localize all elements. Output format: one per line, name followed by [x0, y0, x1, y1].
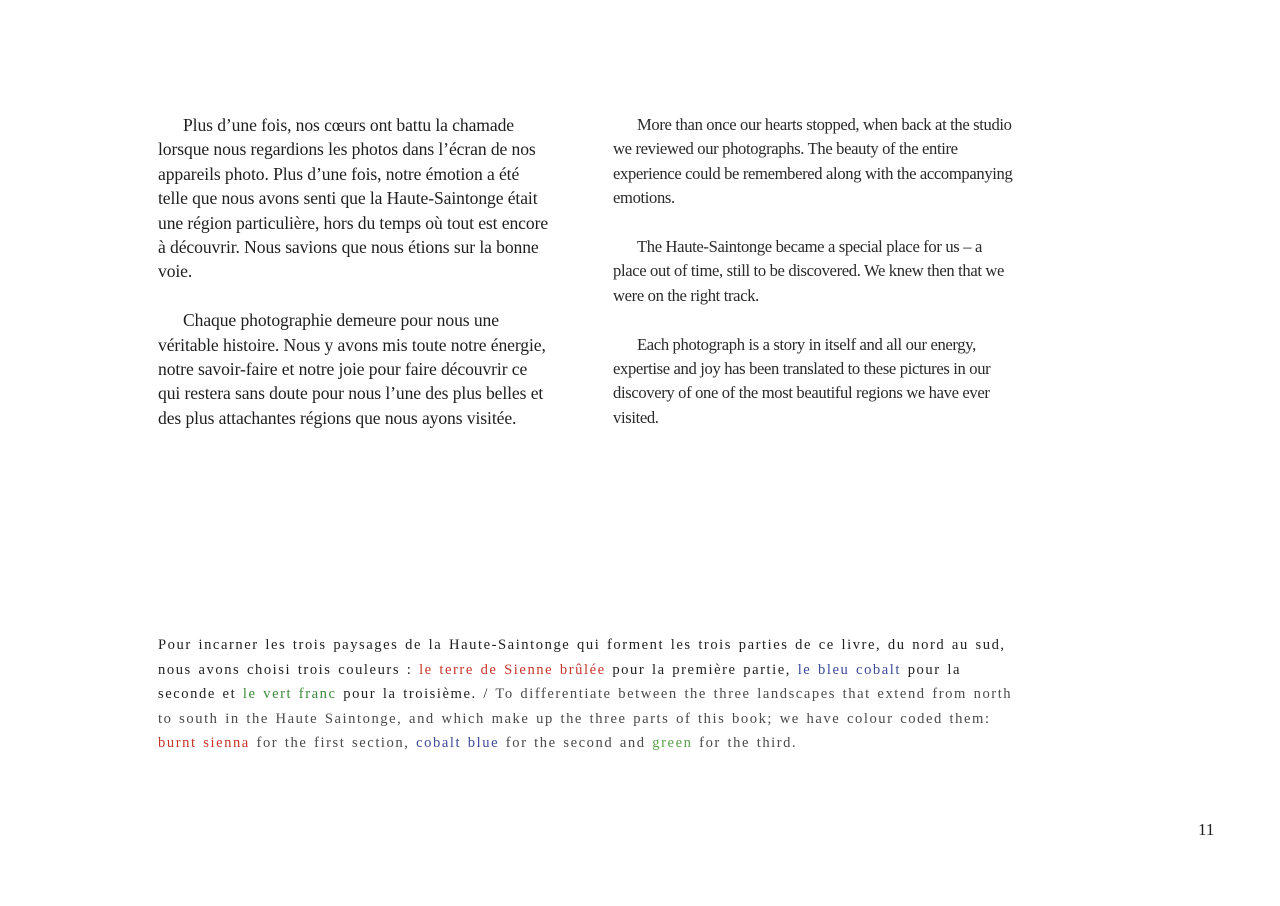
caption-fr-sienna-label: le terre de Sienne brûlée [419, 661, 606, 678]
caption-en-green-label: green [652, 735, 693, 751]
caption-fr-text-2: pour la première partie, [605, 661, 798, 678]
caption-en-cobalt-label: cobalt blue [416, 735, 500, 751]
caption-en-text-4: for the third. [692, 735, 798, 751]
caption-en-text-3: for the second and [499, 735, 653, 751]
french-paragraph-2: Chaque photographie demeure pour nous une véritable histoire. Nous y avons mis toute notre énergie, notre savoir-faire et notre joie pour faire découvrir ce qui restera sans doute pour nous l’une des plus belles et des plus attachantes régions que nous ayons visitée. [158, 310, 546, 428]
english-paragraph-2: The Haute-Saintonge became a special place for us – a place out of time, still to be discovered. We knew then that we were on the right track. [613, 237, 1005, 305]
caption-en-text-2: for the first section, [249, 735, 417, 751]
colour-code-caption [158, 633, 1018, 756]
caption-fr-green-label: le vert franc [242, 686, 337, 702]
caption-fr-text-1: Pour incarner les trois paysages de la Haute-Saintonge qui forment les trois parties de ce livre, du nord au sud, nous avons choisi trois couleurs : [158, 637, 1006, 678]
english-paragraph-1: More than once our hearts stopped, when back at the studio we reviewed our photographs. The beauty of the entire experience could be remembered along with the accompanying emotions. [613, 115, 1013, 208]
english-paragraph-3: Each photograph is a story in itself and all our energy, expertise and joy has been translated to these pictures in our discovery of one of the most beautiful regions we have ever visited. [613, 334, 991, 427]
caption-fr-text-4: pour la troisième. / [336, 686, 496, 702]
caption-fr-cobalt-label: le bleu cobalt [797, 661, 901, 678]
english-text-column [613, 113, 1013, 455]
french-text-column [158, 113, 550, 455]
caption-en-text-1: To differentiate between the three landscapes that extend from north to south in the Haute Saintonge, and which make up the three parts of this book; we have colour coded them: [158, 686, 1013, 727]
caption-en-sienna-label: burnt sienna [158, 735, 250, 751]
french-paragraph-1: Plus d’une fois, nos cœurs ont battu la chamade lorsque nous regardions les photos dans l’écran de nos appareils photo. Plus d’une fois, notre émotion a été telle que nous avons senti que la Haute-Saintonge était une région particulière, hors du temps où tout est encore à découvrir. Nous savions que nous étions sur la bonne voie. [158, 115, 549, 282]
page-number: 11 [1198, 820, 1215, 839]
caption-fr-text-3: pour la seconde et [158, 661, 961, 702]
